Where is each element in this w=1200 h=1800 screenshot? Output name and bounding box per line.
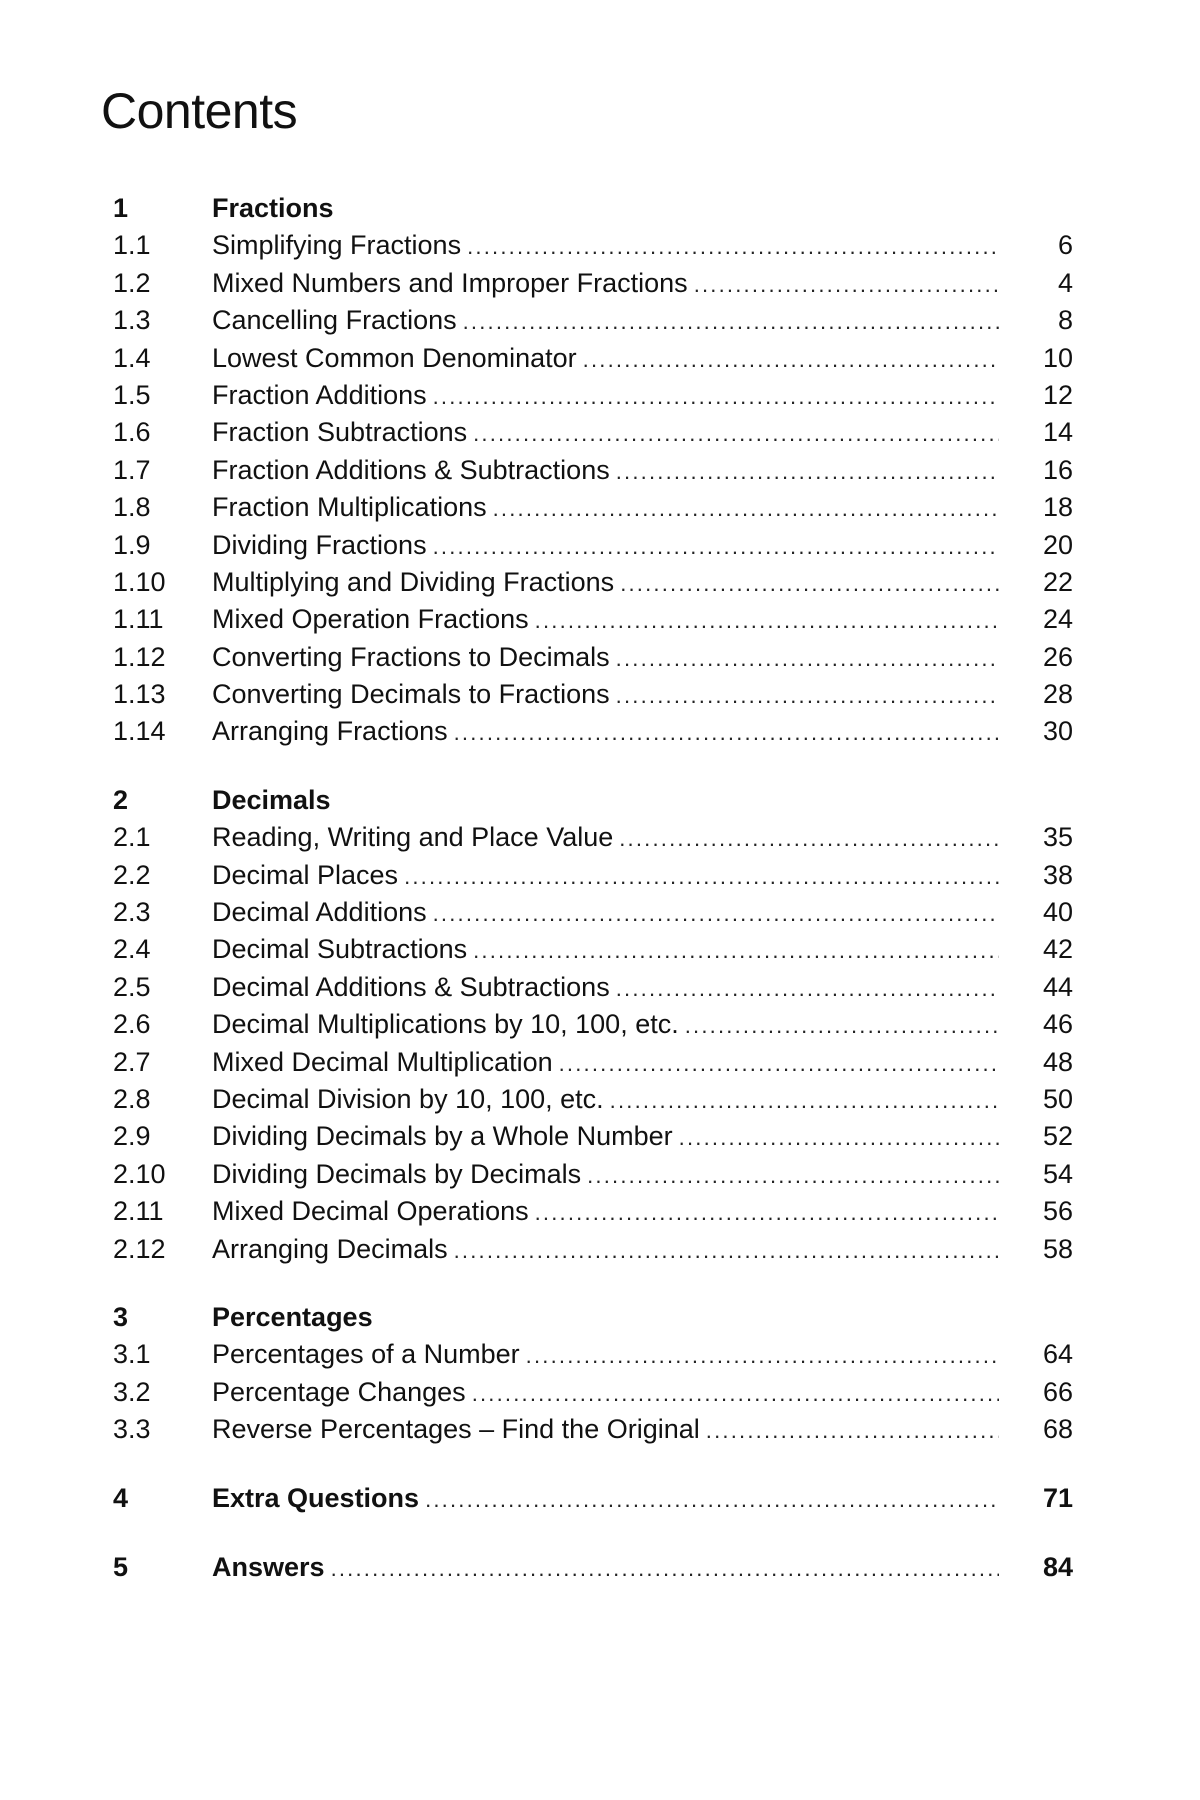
entry-title: Decimal Multiplications by 10, 100, etc. bbox=[212, 1009, 679, 1040]
entry-title: Percentages of a Number bbox=[212, 1339, 520, 1370]
entry-number: 2.4 bbox=[113, 934, 151, 965]
table-of-contents bbox=[113, 190, 1073, 1586]
entry-number: 2.8 bbox=[113, 1083, 151, 1114]
chapter-heading[interactable] bbox=[113, 1480, 1073, 1517]
page-number: 58 bbox=[1042, 1233, 1073, 1264]
entry-title: Reverse Percentages – Find the Original bbox=[212, 1414, 700, 1445]
entry-title-cell bbox=[212, 601, 999, 639]
entry-title: Cancelling Fractions bbox=[212, 305, 457, 336]
entry-title: Converting Fractions to Decimals bbox=[212, 641, 610, 672]
entry-title: Decimal Division by 10, 100, etc. bbox=[212, 1083, 604, 1114]
entry-title-cell bbox=[212, 1336, 999, 1374]
page-title: Contents bbox=[101, 83, 298, 139]
entry-title-cell bbox=[212, 894, 999, 932]
dot-leader bbox=[473, 932, 999, 969]
entry-title-cell bbox=[212, 1549, 999, 1587]
chapter-heading[interactable] bbox=[113, 1299, 1073, 1336]
entry-title: Mixed Decimal Multiplication bbox=[212, 1046, 553, 1077]
entry-title-cell bbox=[212, 1081, 999, 1119]
dot-leader bbox=[616, 640, 999, 677]
entry-title: Fraction Additions & Subtractions bbox=[212, 454, 610, 485]
entry-number: 2.11 bbox=[113, 1196, 164, 1227]
dot-leader bbox=[472, 1375, 999, 1412]
entry-number: 1.1 bbox=[113, 230, 151, 261]
toc-entry[interactable] bbox=[113, 819, 1073, 856]
chapter-title: Extra Questions bbox=[212, 1482, 420, 1513]
entry-title-cell bbox=[212, 1231, 999, 1269]
dot-leader bbox=[610, 1082, 999, 1119]
page-number: 16 bbox=[1042, 454, 1073, 485]
toc-entry[interactable] bbox=[113, 227, 1073, 264]
entry-title: Decimal Places bbox=[212, 859, 399, 890]
toc-entry[interactable] bbox=[113, 564, 1073, 601]
chapter-section bbox=[113, 190, 1073, 751]
toc-entry[interactable] bbox=[113, 1118, 1073, 1155]
dot-leader bbox=[463, 303, 999, 340]
dot-leader bbox=[685, 1007, 999, 1044]
entry-title: Decimal Subtractions bbox=[212, 934, 468, 965]
entry-title-cell bbox=[212, 1118, 999, 1156]
entry-number: 2.2 bbox=[113, 859, 151, 890]
page-number: 22 bbox=[1042, 566, 1073, 597]
entry-title: Dividing Decimals by a Whole Number bbox=[212, 1121, 673, 1152]
chapter-section bbox=[113, 1549, 1073, 1586]
entry-title-cell bbox=[212, 1374, 999, 1412]
toc-entry[interactable] bbox=[113, 1081, 1073, 1118]
entry-title: Converting Decimals to Fractions bbox=[212, 679, 610, 710]
toc-entry[interactable] bbox=[113, 1156, 1073, 1193]
entry-number: 2.7 bbox=[113, 1046, 151, 1077]
entry-title-cell bbox=[212, 1044, 999, 1082]
entry-title: Fraction Subtractions bbox=[212, 417, 468, 448]
chapter-title: Decimals bbox=[212, 784, 331, 815]
entry-title: Fraction Additions bbox=[212, 379, 427, 410]
page-number: 46 bbox=[1042, 1009, 1073, 1040]
entry-title-cell bbox=[212, 1193, 999, 1231]
entry-title-cell bbox=[212, 340, 999, 378]
toc-entry[interactable] bbox=[113, 527, 1073, 564]
dot-leader bbox=[616, 677, 999, 714]
entry-title: Simplifying Fractions bbox=[212, 230, 462, 261]
page-number: 20 bbox=[1042, 529, 1073, 560]
entry-number: 2.1 bbox=[113, 822, 151, 853]
toc-entry[interactable] bbox=[113, 931, 1073, 968]
entry-title-cell bbox=[212, 227, 999, 265]
chapter-number: 1 bbox=[113, 193, 129, 223]
toc-entry[interactable] bbox=[113, 452, 1073, 489]
toc-entry[interactable] bbox=[113, 1044, 1073, 1081]
page-number: 50 bbox=[1042, 1083, 1073, 1114]
page-number: 64 bbox=[1042, 1339, 1073, 1370]
entry-number: 2.9 bbox=[113, 1121, 151, 1152]
entry-title: Decimal Additions & Subtractions bbox=[212, 971, 610, 1002]
page-number: 30 bbox=[1042, 716, 1073, 747]
page-number: 14 bbox=[1042, 417, 1073, 448]
page-number: 56 bbox=[1042, 1196, 1073, 1227]
toc-entry[interactable] bbox=[113, 894, 1073, 931]
dot-leader bbox=[433, 895, 999, 932]
toc-entry[interactable] bbox=[113, 377, 1073, 414]
toc-entry[interactable] bbox=[113, 265, 1073, 302]
page-number: 68 bbox=[1042, 1414, 1073, 1445]
toc-entry[interactable] bbox=[113, 302, 1073, 339]
chapter-number: 3 bbox=[113, 1301, 129, 1332]
dot-leader bbox=[583, 341, 999, 378]
entry-number: 1.2 bbox=[113, 267, 151, 298]
dot-leader bbox=[493, 490, 999, 527]
entry-title: Dividing Decimals by Decimals bbox=[212, 1158, 582, 1189]
entry-title-cell bbox=[212, 676, 999, 714]
entry-title-cell bbox=[212, 489, 999, 527]
toc-entry[interactable] bbox=[113, 489, 1073, 526]
entry-title-cell bbox=[212, 265, 999, 303]
entry-number: 1.7 bbox=[113, 454, 151, 485]
entry-title-cell bbox=[212, 1411, 999, 1449]
entry-title-cell bbox=[212, 414, 999, 452]
chapter-section bbox=[113, 1480, 1073, 1517]
entry-title: Mixed Decimal Operations bbox=[212, 1196, 529, 1227]
page-number: 6 bbox=[1057, 230, 1073, 261]
page-number: 54 bbox=[1042, 1158, 1073, 1189]
dot-leader bbox=[331, 1550, 999, 1587]
page-number: 10 bbox=[1042, 342, 1073, 373]
dot-leader bbox=[425, 1481, 999, 1518]
entry-title: Fraction Multiplications bbox=[212, 492, 487, 523]
dot-leader bbox=[535, 1194, 999, 1231]
page-number: 66 bbox=[1042, 1376, 1073, 1407]
entry-number: 3.2 bbox=[113, 1376, 151, 1407]
page-number: 40 bbox=[1042, 897, 1073, 928]
entry-number: 2.10 bbox=[113, 1158, 166, 1189]
toc-entry[interactable] bbox=[113, 639, 1073, 676]
entry-title-cell bbox=[212, 1480, 999, 1518]
chapter-section bbox=[113, 782, 1073, 1268]
dot-leader bbox=[404, 858, 999, 895]
dot-leader bbox=[620, 565, 999, 602]
toc-entry[interactable] bbox=[113, 857, 1073, 894]
entry-number: 1.9 bbox=[113, 529, 151, 560]
chapter-number: 2 bbox=[113, 784, 129, 815]
toc-entry[interactable] bbox=[113, 1193, 1073, 1230]
toc-entry[interactable] bbox=[113, 1374, 1073, 1411]
entry-number: 2.5 bbox=[113, 971, 151, 1002]
entry-title-cell bbox=[212, 1156, 999, 1194]
toc-entry[interactable] bbox=[113, 713, 1073, 750]
entry-title-cell bbox=[212, 713, 999, 751]
entry-number: 1.11 bbox=[113, 604, 164, 635]
dot-leader bbox=[619, 820, 999, 857]
chapter-number: 5 bbox=[113, 1551, 129, 1582]
entry-number: 3.1 bbox=[113, 1339, 151, 1370]
toc-entry[interactable] bbox=[113, 414, 1073, 451]
entry-title: Arranging Decimals bbox=[212, 1233, 448, 1264]
dot-leader bbox=[467, 228, 999, 265]
page-number: 71 bbox=[1042, 1482, 1073, 1513]
page-number: 84 bbox=[1042, 1551, 1073, 1582]
page-number: 26 bbox=[1042, 641, 1073, 672]
toc-entry[interactable] bbox=[113, 1411, 1073, 1448]
chapter-heading[interactable] bbox=[113, 190, 1073, 227]
page-number: 38 bbox=[1042, 859, 1073, 890]
entry-number: 1.4 bbox=[113, 342, 151, 373]
entry-title-cell bbox=[212, 1006, 999, 1044]
page-number: 52 bbox=[1042, 1121, 1073, 1152]
chapter-section bbox=[113, 1299, 1073, 1449]
chapter-title: Percentages bbox=[212, 1301, 373, 1332]
entry-title: Decimal Additions bbox=[212, 897, 427, 928]
page-number: 48 bbox=[1042, 1046, 1073, 1077]
page-number: 42 bbox=[1042, 934, 1073, 965]
entry-title-cell bbox=[212, 782, 999, 819]
entry-number: 1.8 bbox=[113, 492, 151, 523]
dot-leader bbox=[454, 714, 999, 751]
dot-leader bbox=[679, 1119, 999, 1156]
page-number: 44 bbox=[1042, 971, 1073, 1002]
entry-title-cell bbox=[212, 527, 999, 565]
entry-number: 1.10 bbox=[113, 566, 166, 597]
chapter-title: Fractions bbox=[212, 193, 334, 223]
toc-entry[interactable] bbox=[113, 676, 1073, 713]
entry-number: 2.3 bbox=[113, 897, 151, 928]
dot-leader bbox=[454, 1232, 999, 1269]
toc-entry[interactable] bbox=[113, 1231, 1073, 1268]
entry-title-cell bbox=[212, 1299, 999, 1336]
toc-entry[interactable] bbox=[113, 601, 1073, 638]
entry-number: 1.14 bbox=[113, 716, 166, 747]
entry-title-cell bbox=[212, 564, 999, 602]
entry-title: Mixed Numbers and Improper Fractions bbox=[212, 267, 688, 298]
entry-title-cell bbox=[212, 639, 999, 677]
dot-leader bbox=[694, 266, 999, 303]
chapter-heading[interactable] bbox=[113, 782, 1073, 819]
entry-number: 2.12 bbox=[113, 1233, 166, 1264]
entry-title-cell bbox=[212, 931, 999, 969]
entry-number: 2.6 bbox=[113, 1009, 151, 1040]
toc-entry[interactable] bbox=[113, 340, 1073, 377]
page-number: 28 bbox=[1042, 679, 1073, 710]
entry-number: 1.6 bbox=[113, 417, 151, 448]
page-number: 18 bbox=[1042, 492, 1073, 523]
entry-title-cell bbox=[212, 452, 999, 490]
entry-title-cell bbox=[212, 857, 999, 895]
dot-leader bbox=[526, 1337, 999, 1374]
entry-title-cell bbox=[212, 969, 999, 1007]
entry-title: Percentage Changes bbox=[212, 1376, 466, 1407]
chapter-heading[interactable] bbox=[113, 1549, 1073, 1586]
page-number: 8 bbox=[1057, 305, 1073, 336]
dot-leader bbox=[616, 970, 999, 1007]
entry-number: 1.3 bbox=[113, 305, 151, 336]
dot-leader bbox=[559, 1045, 999, 1082]
dot-leader bbox=[587, 1157, 999, 1194]
entry-title: Mixed Operation Fractions bbox=[212, 604, 529, 635]
entry-number: 1.12 bbox=[113, 641, 166, 672]
page-number: 24 bbox=[1042, 604, 1073, 635]
dot-leader bbox=[433, 378, 999, 415]
chapter-number: 4 bbox=[113, 1482, 129, 1513]
dot-leader bbox=[433, 528, 999, 565]
entry-title-cell bbox=[212, 302, 999, 340]
entry-number: 3.3 bbox=[113, 1414, 151, 1445]
chapter-title: Answers bbox=[212, 1551, 325, 1582]
entry-title: Reading, Writing and Place Value bbox=[212, 822, 614, 853]
entry-number: 1.13 bbox=[113, 679, 166, 710]
dot-leader bbox=[473, 415, 999, 452]
entry-title: Arranging Fractions bbox=[212, 716, 448, 747]
entry-title-cell bbox=[212, 819, 999, 857]
page-number: 4 bbox=[1057, 267, 1073, 298]
dot-leader bbox=[706, 1412, 999, 1449]
entry-number: 1.5 bbox=[113, 379, 151, 410]
entry-title-cell bbox=[212, 377, 999, 415]
toc-entry[interactable] bbox=[113, 1006, 1073, 1043]
toc-entry[interactable] bbox=[113, 969, 1073, 1006]
dot-leader bbox=[616, 453, 999, 490]
toc-entry[interactable] bbox=[113, 1336, 1073, 1373]
dot-leader bbox=[535, 602, 999, 639]
entry-title: Multiplying and Dividing Fractions bbox=[212, 566, 615, 597]
page-number: 35 bbox=[1042, 822, 1073, 853]
page-number: 12 bbox=[1042, 379, 1073, 410]
entry-title: Lowest Common Denominator bbox=[212, 342, 577, 373]
entry-title-cell bbox=[212, 190, 999, 227]
entry-title: Dividing Fractions bbox=[212, 529, 427, 560]
